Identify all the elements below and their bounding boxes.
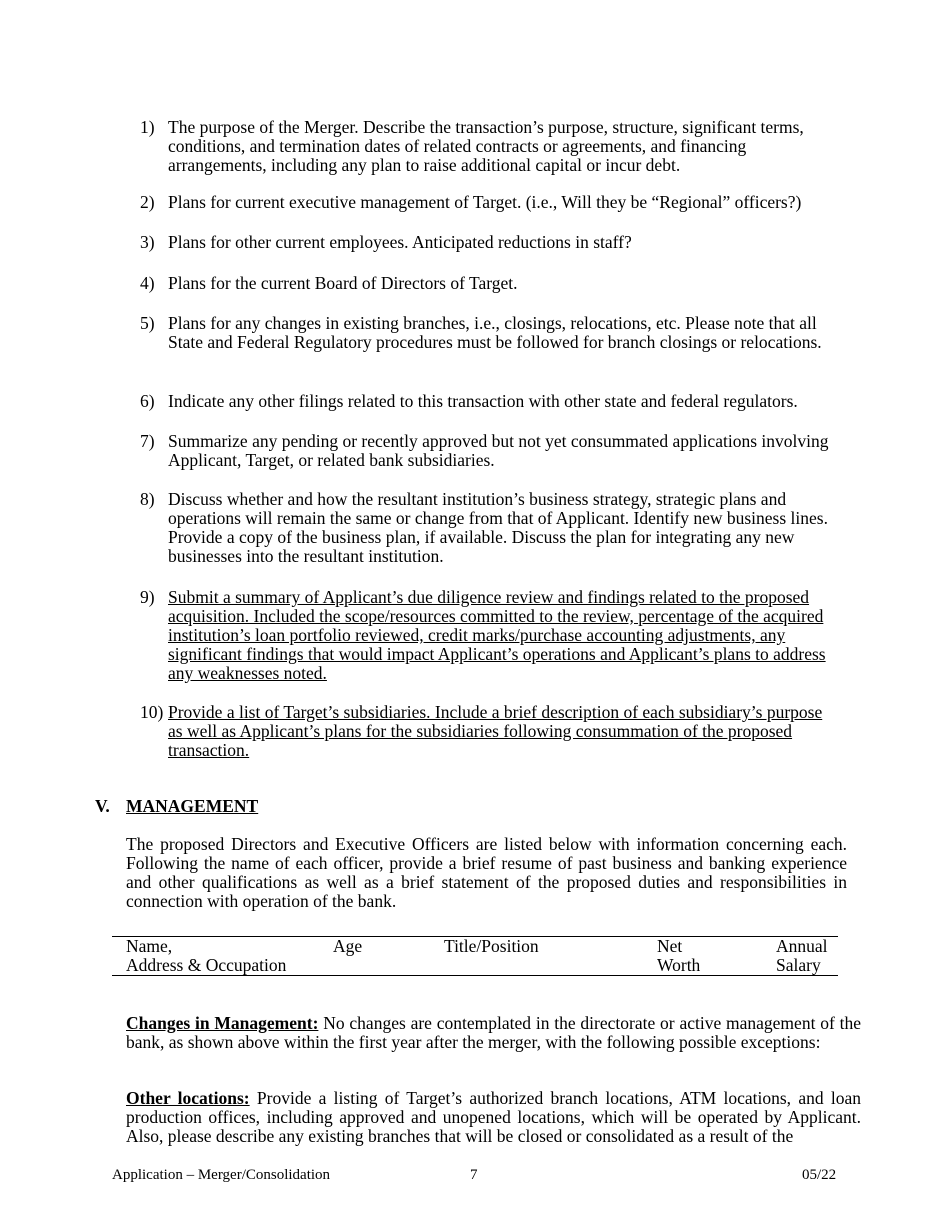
item-text: Discuss whether and how the resultant institution’s business strategy, strategic plans and operations will remain the same or change from that of Applicant. Identify new business lines. Provide a copy of the business plan, if available. Discuss the plan for integrating any new businesses into the resultant institution. xyxy=(168,489,828,566)
item-number: 5) xyxy=(140,313,155,333)
section-heading xyxy=(95,797,258,816)
management-table-header xyxy=(112,936,838,976)
footer-page-number: 7 xyxy=(470,1167,478,1183)
header-name: Name, xyxy=(126,936,173,956)
item-text: Summarize any pending or recently approved but not yet consummated applications involving Applicant, Target, or related bank subsidiaries. xyxy=(168,431,829,470)
item-number: 1) xyxy=(140,117,155,137)
header-net: Net xyxy=(657,936,683,956)
item-text: Plans for current executive management of Target. (i.e., Will they be “Regional” officers?) xyxy=(168,192,802,212)
item-text: Submit a summary of Applicant’s due diligence review and findings related to the proposed acquisition. Included the scope/resources committed to the review, percentage of the acquired institution’s loan portfolio reviewed, credit marks/purchase accounting adjustments, any significant findings that would impact Applicant’s operations and Applicant’s plans to address any weaknesses noted. xyxy=(168,587,826,683)
other-locations-label: Other locations: xyxy=(126,1088,250,1108)
header-worth: Worth xyxy=(657,955,701,975)
item-text: The purpose of the Merger. Describe the transaction’s purpose, structure, significant terms, conditions, and termination dates of related contracts or agreements, and financing arrangements, including any plan to raise additional capital or incur debt. xyxy=(168,117,804,175)
other-locations-text: Provide a listing of Target’s authorized branch locations, ATM locations, and loan production offices, including approved and unopened locations, which will be operated by Applicant. Also, please describe any existing branches that will be closed or consolidated as a result of the xyxy=(126,1088,861,1146)
item-text: Plans for any changes in existing branches, i.e., closings, relocations, etc. Please note that all State and Federal Regulatory procedures must be followed for branch closings or relocations. xyxy=(168,313,822,352)
item-number: 7) xyxy=(140,431,155,451)
section-number: V. xyxy=(95,796,110,816)
changes-text: No changes are contemplated in the directorate or active management of the bank, as shown above within the first year after the merger, with the following possible exceptions: xyxy=(126,1013,862,1052)
header-age: Age xyxy=(333,936,363,956)
header-salary: Salary xyxy=(776,955,821,975)
item-number: 10) xyxy=(140,702,164,722)
footer-date: 05/22 xyxy=(802,1167,837,1183)
item-number: 8) xyxy=(140,489,155,509)
item-text: Provide a list of Target’s subsidiaries. Include a brief description of each subsidiary’s purpose as well as Applicant’s plans for the subsidiaries following consummation of the proposed transaction. xyxy=(168,702,823,760)
item-number: 2) xyxy=(140,192,155,212)
changes-in-management-paragraph xyxy=(126,1014,861,1052)
item-text: Plans for the current Board of Directors of Target. xyxy=(168,273,518,293)
header-annual: Annual xyxy=(776,936,828,956)
item-number: 4) xyxy=(140,273,155,293)
header-title-position: Title/Position xyxy=(444,936,539,956)
intro-paragraph: The proposed Directors and Executive Officers are listed below with information concerning each. Following the name of each officer, provide a brief resume of past business and banking experience and other qualifications as well as a brief statement of the proposed duties and responsibilities in connection with operation of the bank. xyxy=(126,834,847,911)
item-number: 9) xyxy=(140,587,155,607)
changes-label: Changes in Management: xyxy=(126,1013,319,1033)
item-text: Indicate any other filings related to this transaction with other state and federal regulators. xyxy=(168,391,798,411)
footer-title: Application – Merger/Consolidation xyxy=(112,1167,331,1183)
other-locations-paragraph xyxy=(126,1089,861,1146)
item-number: 3) xyxy=(140,232,155,252)
section-title: MANAGEMENT xyxy=(126,796,259,816)
item-number: 6) xyxy=(140,391,155,411)
item-text: Plans for other current employees. Anticipated reductions in staff? xyxy=(168,232,632,252)
header-address-occupation: Address & Occupation xyxy=(126,955,287,975)
